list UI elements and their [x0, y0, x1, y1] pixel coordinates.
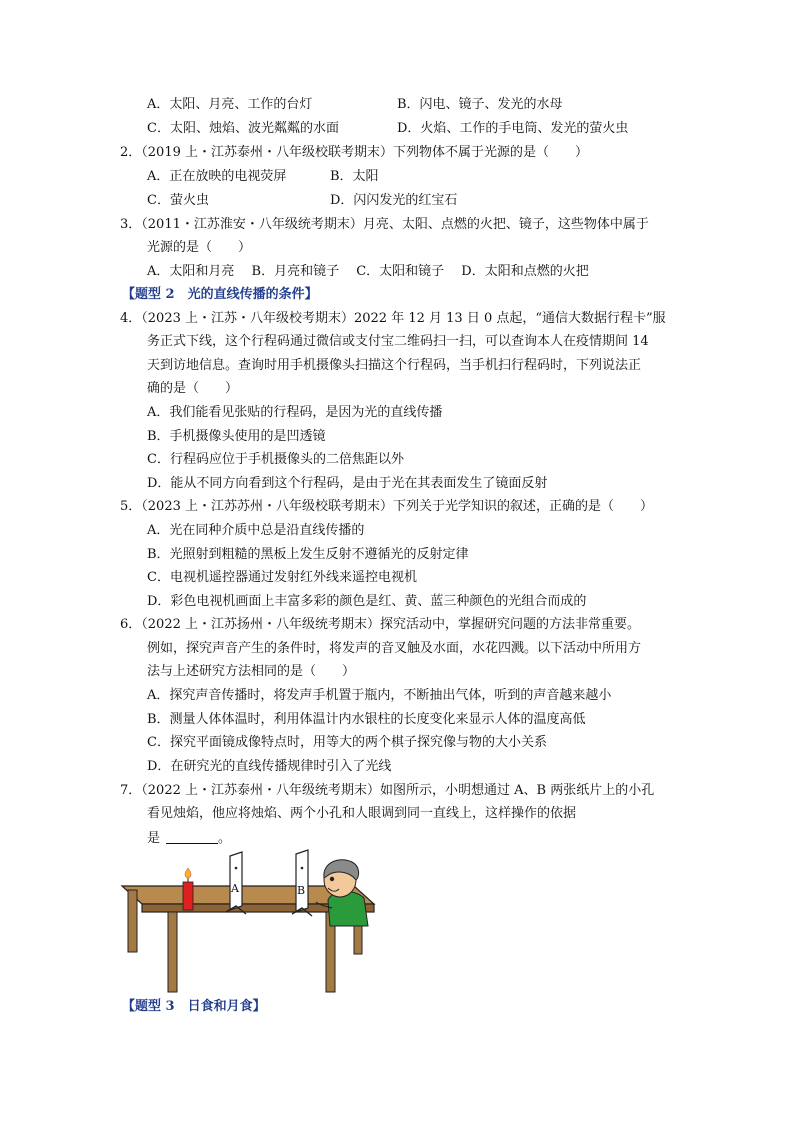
q4-option-c: C．行程码应位于手机摄像头的二倍焦距以外	[147, 452, 404, 467]
q6-option-b: B．测量人体体温时，利用体温计内水银柱的长度变化来显示人体的温度高低	[147, 712, 586, 727]
q7-stem-line3	[147, 829, 231, 848]
q6-option-a: A．探究声音传播时，将发声手机置于瓶内，不断抽出气体，听到的声音越来越小	[147, 688, 612, 703]
q3-stem-line2: 光源的是（ ）	[147, 240, 252, 255]
q7-stem-prefix: 是	[147, 831, 161, 846]
q5-option-c: C．电视机遥控器通过发射红外线来遥控电视机	[147, 570, 417, 585]
q3-stem-line1: 3．（2011・江苏淮安・八年级统考期末）月亮、太阳、点燃的火把、镜子，这些物体中属于	[120, 217, 649, 232]
q4-stem-line1: 4．（2023 上・江苏・八年级校考期末）2022 年 12 月 13 日 0 点起，“通信大数据行程卡”服	[120, 311, 666, 326]
q6-option-d: D．在研究光的直线传播规律时引入了光线	[147, 759, 392, 774]
q2-option-a: A．正在放映的电视荧屏	[147, 169, 287, 184]
q1-option-a: A．太阳、月亮、工作的台灯	[147, 97, 313, 112]
candle-icon	[183, 868, 193, 910]
card-a-label: A	[231, 882, 239, 895]
q4-option-a: A．我们能看见张贴的行程码，是因为光的直线传播	[147, 405, 443, 420]
q5-stem: 5．（2023 上・江苏苏州・八年级校联考期末）下列关于光学知识的叙述，正确的是（ ）	[120, 499, 653, 514]
q1-option-d: D．火焰、工作的手电筒、发光的萤火虫	[397, 121, 629, 136]
q6-stem-line1: 6．（2022 上・江苏扬州・八年级统考期末）探究活动中，掌握研究问题的方法非常重要。	[120, 617, 640, 632]
q4-stem-line2: 务正式下线，这个行程码通过微信或支付宝二维码扫一扫，可以查询本人在疫情期间 14	[147, 334, 649, 349]
q4-stem-line3: 天到访地信息。查询时用手机摄像头扫描这个行程码，当手机扫行程码时，下列说法正	[147, 358, 642, 373]
q2-option-d: D．闪闪发光的红宝石	[330, 193, 458, 208]
q7-answer-blank	[166, 829, 218, 844]
q5-option-b: B．光照射到粗糙的黑板上发生反射不遵循光的反射定律	[147, 547, 469, 562]
q7-stem-line1: 7．（2022 上・江苏泰州・八年级统考期末）如图所示，小明想通过 A、B 两张纸片上的小孔	[120, 783, 655, 798]
q6-option-c: C．探究平面镜成像特点时，用等大的两个棋子探究像与物的大小关系	[147, 735, 547, 750]
q1-option-c: C．太阳、烛焰、波光粼粼的水面	[147, 121, 339, 136]
q2-option-b: B．太阳	[330, 169, 379, 184]
table-leg	[128, 890, 137, 952]
q4-option-d: D．能从不同方向看到这个行程码，是由于光在其表面发生了镜面反射	[147, 476, 548, 491]
q6-stem-line2: 例如，探究声音产生的条件时，将发声的音叉触及水面，水花四溅。以下活动中所用方	[147, 641, 642, 656]
q7-figure	[118, 848, 378, 998]
q4-option-b: B．手机摄像头使用的是凹透镜	[147, 429, 326, 444]
section-heading-2: 【题型 2 光的直线传播的条件】	[122, 287, 318, 302]
q7-stem-end: 。	[218, 831, 232, 846]
q6-stem-line3: 法与上述研究方法相同的是（ ）	[147, 664, 356, 679]
q3-options: A．太阳和月亮 B．月亮和镜子 C．太阳和镜子 D．太阳和点燃的火把	[147, 264, 589, 279]
q1-option-b: B．闪电、镜子、发光的水母	[397, 97, 563, 112]
section-heading-3: 【题型 3 日食和月食】	[122, 999, 266, 1014]
q2-option-c: C．萤火虫	[147, 193, 209, 208]
q2-stem: 2．（2019 上・江苏泰州・八年级校联考期末）下列物体不属于光源的是（ ）	[120, 145, 588, 160]
q4-stem-line4: 确的是（ ）	[147, 381, 239, 396]
table-leg	[168, 912, 177, 992]
q5-option-d: D．彩色电视机画面上丰富多彩的颜色是红、黄、蓝三种颜色的光组合而成的	[147, 594, 587, 609]
q7-stem-line2: 看见烛焰，他应将烛焰、两个小孔和人眼调到同一直线上，这样操作的依据	[147, 806, 577, 821]
card-b-label: B	[297, 884, 306, 897]
q5-option-a: A．光在同种介质中总是沿直线传播的	[147, 523, 365, 538]
